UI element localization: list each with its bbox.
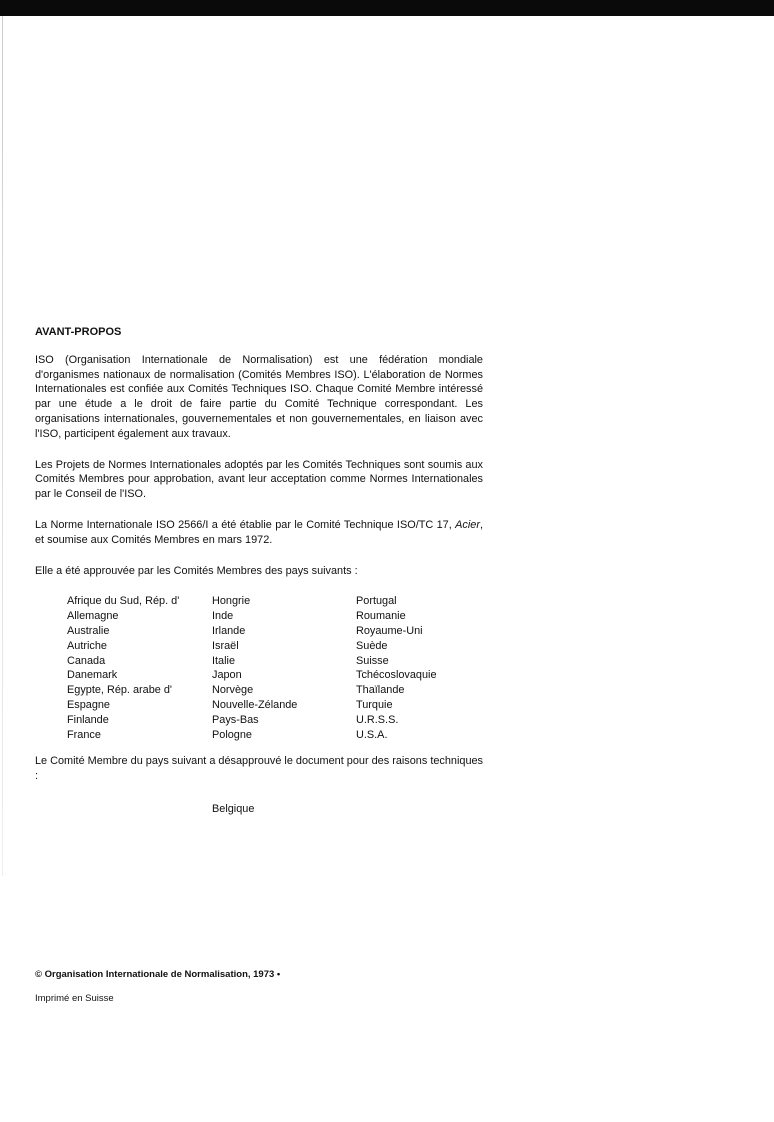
country-item: Danemark [67, 669, 118, 682]
country-item: Nouvelle-Zélande [212, 698, 298, 711]
country-item: Japon [212, 669, 242, 682]
committee-subject: Acier [455, 518, 480, 531]
country-item: Turquie [356, 698, 393, 711]
country-item: Hongrie [212, 595, 251, 608]
disapproving-country: Belgique [212, 802, 255, 815]
country-item: Finlande [67, 713, 109, 726]
country-item: Canada [67, 654, 106, 667]
country-item: Suède [356, 639, 388, 652]
country-item: Allemagne [67, 610, 119, 623]
country-item: Pays-Bas [212, 713, 259, 726]
approving-countries-list [35, 594, 483, 744]
country-item: Autriche [67, 639, 107, 652]
country-item: Australie [67, 624, 110, 637]
country-item: Pologne [212, 728, 252, 741]
country-item: Suisse [356, 654, 389, 667]
approval-intro: Elle a été approuvée par les Comités Membres des pays suivants : [35, 564, 358, 577]
copyright-notice: © Organisation Internationale de Normalisation, 1973 • [35, 969, 281, 980]
foreword-section [35, 325, 483, 817]
country-item: Egypte, Rép. arabe d' [67, 684, 173, 697]
printed-in-notice: Imprimé en Suisse [35, 993, 114, 1004]
left-scan-edge [2, 16, 3, 876]
country-item: Norvège [212, 684, 254, 697]
standard-origin-text-start: La Norme Internationale ISO 2566/I a été établie par le Comité Technique ISO/TC 17, [35, 518, 456, 531]
top-edge-bar [0, 0, 774, 16]
disapproval-paragraph: Le Comité Membre du pays suivant a désapprouvé le document pour des raisons techniques : [35, 755, 483, 783]
standard-origin-paragraph [35, 518, 483, 548]
country-item: Afrique du Sud, Rép. d' [67, 595, 180, 608]
country-item: Italie [212, 654, 236, 667]
country-item: Thaïlande [356, 684, 405, 697]
country-item: Tchécoslovaquie [356, 669, 437, 682]
country-item: U.R.S.S. [356, 713, 399, 726]
country-item: Portugal [356, 595, 397, 608]
countries-column-3 [356, 594, 496, 742]
country-item: Israël [212, 639, 239, 652]
country-item: Irlande [212, 624, 246, 637]
iso-intro-paragraph: ISO (Organisation Internationale de Normalisation) est une fédération mondiale d'organismes nationaux de normalisation (Comités Membres ISO). L'élaboration de Normes Internationales est confiée aux Comités Techniques ISO. Chaque Comité Membre intéressé par une étude a le droit de faire partie du Comité Technique correspondant. Les organisations internationales, gouvernementales et non gouvernementales, en liaison avec l'ISO, participent également aux travaux. [35, 353, 483, 440]
countries-column-2 [212, 594, 352, 742]
foreword-heading: AVANT-PROPOS [35, 326, 122, 338]
country-item: Royaume-Uni [356, 624, 423, 637]
country-item: Inde [212, 610, 234, 623]
country-item: Espagne [67, 698, 110, 711]
country-item: U.S.A. [356, 728, 388, 741]
country-item: France [67, 728, 101, 741]
draft-standards-paragraph: Les Projets de Normes Internationales adoptés par les Comités Techniques sont soumis aux Comités Membres pour approbation, avant leur acceptation comme Normes Internationales par le Conseil de l'ISO. [35, 458, 483, 501]
standard-origin-text-end: , et soumise aux Comités Membres en mars 1972. [35, 518, 483, 546]
country-item: Roumanie [356, 610, 406, 623]
countries-column-1 [67, 594, 207, 742]
